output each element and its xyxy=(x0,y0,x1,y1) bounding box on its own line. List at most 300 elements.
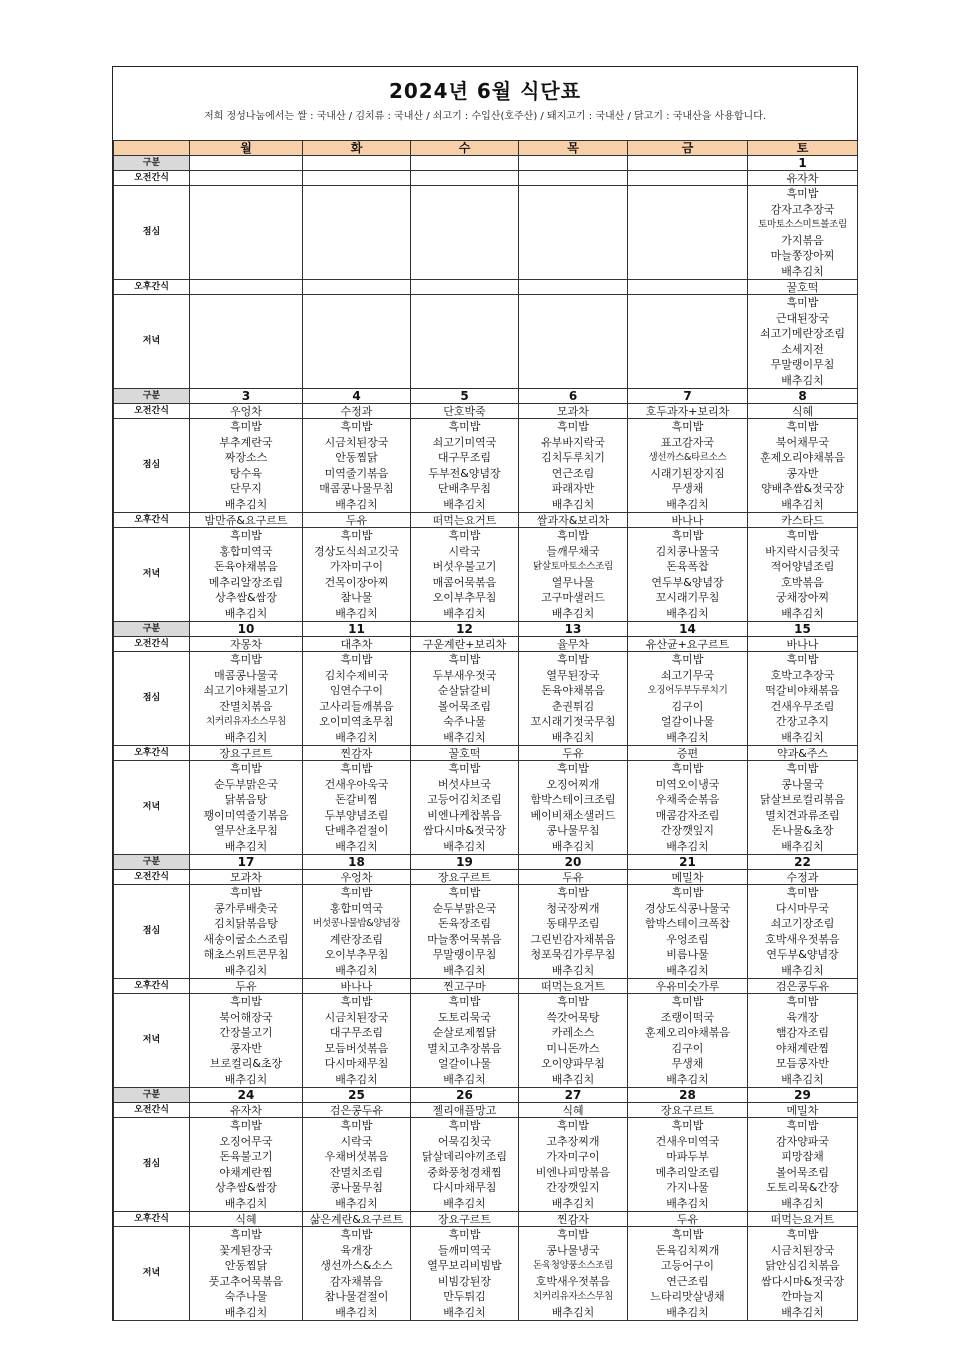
snack-cell: 대추차 xyxy=(303,637,411,652)
meal-cell xyxy=(628,1118,748,1212)
dish-item: 볼어묵조림 xyxy=(437,699,492,713)
date-cell: 20 xyxy=(519,855,628,870)
meal-cell xyxy=(411,295,519,389)
dish-item: 양배추쌈&젓국장 xyxy=(761,482,844,495)
snack-cell: 모과차 xyxy=(519,404,628,419)
dish-item: 매콤콩나물무침 xyxy=(319,482,394,495)
dish-item: 간장고추지 xyxy=(775,715,830,728)
dish-item: 돈육장조림 xyxy=(437,917,492,930)
date-row xyxy=(114,622,858,637)
meal-cell xyxy=(748,528,858,622)
dish-item: 배추김치 xyxy=(443,497,486,511)
dish-item: 육개장 xyxy=(340,1243,373,1257)
dish-item: 흑미밥 xyxy=(671,1228,704,1241)
date-cell: 10 xyxy=(190,622,303,637)
meal-cell xyxy=(190,994,303,1088)
dish-item: 훈제오리야채볶음 xyxy=(644,1026,730,1039)
dish-item: 배추김치 xyxy=(443,1072,486,1086)
meal-cell xyxy=(411,419,519,513)
dish-item: 햄감자조림 xyxy=(775,1026,830,1039)
dish-item: 춘권튀김 xyxy=(551,699,595,713)
afternoon-snack-row xyxy=(114,513,858,528)
snack-cell: 식혜 xyxy=(519,1103,628,1118)
dish-item: 매콤어묵볶음 xyxy=(432,575,497,589)
dish-item: 열무된장국 xyxy=(546,668,600,682)
dish-item: 흑미밥 xyxy=(340,653,373,666)
dish-item: 풋고추어묵볶음 xyxy=(208,1274,284,1288)
snack-cell xyxy=(519,280,628,295)
dish-item: 메추리알장조림 xyxy=(208,575,284,589)
date-cell: 8 xyxy=(748,389,858,404)
dish-item: 조랭이떡국 xyxy=(660,1010,715,1024)
dish-item: 꽃게된장국 xyxy=(219,1243,273,1257)
dish-item: 깐마늘지 xyxy=(781,1290,824,1303)
snack-cell: 유산균+요구르트 xyxy=(628,637,748,652)
dish-item: 건목이장아찌 xyxy=(324,575,389,589)
meal-cell xyxy=(628,994,748,1088)
meal-cell xyxy=(628,885,748,979)
afternoon-snack-row-label: 오후간식 xyxy=(114,979,190,994)
morning-snack-row-label: 오전간식 xyxy=(114,1103,190,1118)
dish-item: 배추김치 xyxy=(335,497,378,511)
dish-item: 두부양념조림 xyxy=(324,808,389,822)
dish-item: 콩나물무침 xyxy=(329,1181,384,1194)
dish-item: 근대된장국 xyxy=(775,311,830,325)
dish-item: 감자양파국 xyxy=(775,1134,830,1148)
dinner-row-label: 저녁 xyxy=(114,994,190,1088)
meal-cell xyxy=(303,761,411,855)
dish-item: 호박볶음 xyxy=(781,575,824,589)
dish-item: 청포묵김가루무침 xyxy=(530,948,616,961)
snack-cell: 쌀과자&보리차 xyxy=(519,513,628,528)
dish-item: 숙주나물 xyxy=(224,1290,268,1303)
dish-item: 쇠고기야채불고기 xyxy=(203,684,289,697)
snack-cell: 율무차 xyxy=(519,637,628,652)
dish-item: 배추김치 xyxy=(551,839,595,853)
dish-item: 흑미밥 xyxy=(671,762,704,775)
dish-item: 시락국 xyxy=(448,544,481,558)
dish-item: 쇠고기메란장조림 xyxy=(759,327,845,340)
dinner-row xyxy=(114,295,858,389)
snack-cell: 찐고구마 xyxy=(411,979,519,994)
lunch-row xyxy=(114,1118,858,1212)
meal-cell xyxy=(748,186,858,280)
date-cell: 22 xyxy=(748,855,858,870)
dish-item: 단무지 xyxy=(230,482,262,495)
snack-cell xyxy=(519,171,628,186)
dish-item: 오징어찌개 xyxy=(546,777,600,791)
dish-item: 흑미밥 xyxy=(448,762,481,775)
dinner-row xyxy=(114,1227,858,1321)
dish-item: 배추김치 xyxy=(781,1305,824,1319)
morning-snack-row-label: 오전간식 xyxy=(114,870,190,885)
dish-item: 궁채장아찌 xyxy=(775,591,830,604)
meal-cell xyxy=(303,419,411,513)
dish-item: 흑미밥 xyxy=(786,296,819,309)
dish-item: 배추김치 xyxy=(443,606,486,620)
afternoon-snack-row xyxy=(114,1212,858,1227)
meal-cell xyxy=(748,1118,858,1212)
meal-cell xyxy=(411,885,519,979)
dish-item: 비빔강된장 xyxy=(437,1274,492,1288)
dish-item: 들깨무채국 xyxy=(546,544,600,558)
dish-item: 오징어무국 xyxy=(219,1134,273,1148)
dish-item: 배추김치 xyxy=(224,1305,268,1319)
dish-item: 고등어구이 xyxy=(660,1259,715,1272)
dish-item: 배추김치 xyxy=(781,839,824,853)
snack-cell: 메밀차 xyxy=(748,1103,858,1118)
meal-cell xyxy=(303,528,411,622)
dish-item: 흑미밥 xyxy=(340,762,373,775)
dish-item: 열무나물 xyxy=(551,575,595,589)
dish-item: 어묵김칫국 xyxy=(437,1134,492,1148)
date-cell: 3 xyxy=(190,389,303,404)
lunch-row xyxy=(114,652,858,746)
dish-item: 마늘쫑어묵볶음 xyxy=(427,932,502,946)
dish-item: 배추김치 xyxy=(443,1196,486,1210)
meal-cell xyxy=(748,419,858,513)
meal-cell xyxy=(748,1227,858,1321)
dish-item: 시금치된장국 xyxy=(324,1010,389,1024)
dish-item: 김치콩나물국 xyxy=(655,544,720,558)
dish-item: 소세지전 xyxy=(781,342,824,356)
dish-item: 적어양념조림 xyxy=(770,560,835,573)
dish-item: 배추김치 xyxy=(335,1305,378,1319)
meal-cell xyxy=(519,1118,628,1212)
dish-item: 참나물 xyxy=(340,591,373,604)
weekday-header: 토 xyxy=(748,141,858,156)
dish-item: 배추김치 xyxy=(224,730,268,744)
dish-item: 피망잡채 xyxy=(781,1150,824,1163)
dish-item: 다시마무국 xyxy=(775,901,830,915)
afternoon-snack-row-label: 오후간식 xyxy=(114,280,190,295)
date-cell: 21 xyxy=(628,855,748,870)
gubun-label: 구분 xyxy=(114,156,190,171)
dish-item: 배추김치 xyxy=(551,1196,595,1210)
meal-cell xyxy=(411,186,519,280)
dish-item: 연근조림 xyxy=(551,466,595,480)
meal-cell xyxy=(303,994,411,1088)
date-cell: 26 xyxy=(411,1088,519,1103)
dinner-row xyxy=(114,994,858,1088)
date-row xyxy=(114,389,858,404)
ingredient-origin-notice: 저희 정성나눔에서는 쌀 : 국내산 / 김치류 : 국내산 / 쇠고기 : 수입산(호주산) / 돼지고기 : 국내산 / 닭고기 : 국내산을 사용합니다. xyxy=(203,111,767,122)
weekday-header: 금 xyxy=(628,141,748,156)
date-cell: 6 xyxy=(519,389,628,404)
dish-item: 바지락시금칫국 xyxy=(765,544,840,558)
date-cell: 28 xyxy=(628,1088,748,1103)
meal-cell xyxy=(519,1227,628,1321)
dish-item: 오이미역초무침 xyxy=(319,715,394,728)
dish-item: 고등어김치조림 xyxy=(427,793,502,806)
dish-item: 표고감자국 xyxy=(660,435,715,449)
snack-cell: 바나나 xyxy=(628,513,748,528)
dish-item: 오이양파무침 xyxy=(541,1057,605,1070)
morning-snack-row-label: 오전간식 xyxy=(114,404,190,419)
dish-item: 돈갈비찜 xyxy=(335,793,378,806)
meal-cell xyxy=(519,419,628,513)
dish-item: 흑미밥 xyxy=(230,529,262,542)
dish-item: 유부바지락국 xyxy=(541,435,605,449)
date-cell: 24 xyxy=(190,1088,303,1103)
meal-cell xyxy=(303,295,411,389)
dish-item: 흑미밥 xyxy=(786,1119,819,1132)
dish-item: 흑미밥 xyxy=(448,1119,481,1132)
date-cell: 4 xyxy=(303,389,411,404)
dish-item: 멸치고추장볶음 xyxy=(427,1041,502,1055)
dish-item: 흑미밥 xyxy=(448,420,481,433)
dish-item: 안동찜닭 xyxy=(335,451,378,464)
afternoon-snack-row xyxy=(114,979,858,994)
meal-cell xyxy=(628,186,748,280)
dish-item: 흑미밥 xyxy=(340,1228,373,1241)
dish-item: 감자고추장국 xyxy=(770,202,835,216)
snack-cell: 메밀차 xyxy=(628,870,748,885)
dish-item: 건새우아욱국 xyxy=(324,777,389,791)
dish-item: 배추김치 xyxy=(781,1072,824,1086)
meal-cell xyxy=(519,295,628,389)
dish-item: 닭살브로컬리볶음 xyxy=(759,793,845,806)
snack-cell: 꿀호떡 xyxy=(748,280,858,295)
dish-item: 감자채볶음 xyxy=(329,1274,384,1288)
dish-item: 우엉조림 xyxy=(666,932,709,946)
meal-cell xyxy=(190,528,303,622)
dish-item: 배추김치 xyxy=(443,963,486,977)
lunch-row-label: 점심 xyxy=(114,1118,190,1212)
dish-item: 흑미밥 xyxy=(671,886,704,899)
dish-item: 토마토소스미트볼조림 xyxy=(758,219,847,230)
dish-item: 야채계란찜 xyxy=(219,1165,273,1179)
dish-item: 흑미밥 xyxy=(557,1228,589,1241)
dish-item: 흑미밥 xyxy=(786,995,819,1008)
dish-item: 배추김치 xyxy=(335,963,378,977)
dish-item: 배추김치 xyxy=(666,1196,709,1210)
dish-item: 돈육김치찌개 xyxy=(655,1243,720,1257)
snack-cell xyxy=(411,280,519,295)
dish-item: 흑미밥 xyxy=(671,1119,704,1132)
dish-item: 닭볶음탕 xyxy=(224,793,268,806)
dish-item: 배추김치 xyxy=(224,497,268,511)
dish-item: 매콤감자조림 xyxy=(655,808,720,822)
date-row xyxy=(114,156,858,171)
lunch-row-label: 점심 xyxy=(114,419,190,513)
dish-item: 흑미밥 xyxy=(340,1119,373,1132)
snack-cell: 장요구르트 xyxy=(411,1212,519,1227)
dish-item: 고구마샐러드 xyxy=(541,591,605,604)
dish-item: 두부새우젓국 xyxy=(432,668,497,682)
snack-cell: 수정과 xyxy=(748,870,858,885)
dish-item: 가지볶음 xyxy=(781,233,824,247)
dish-item: 모듬버섯볶음 xyxy=(324,1041,389,1055)
gubun-label: 구분 xyxy=(114,389,190,404)
dish-item: 꼬시래기무침 xyxy=(655,591,720,604)
dish-item: 메추리알조림 xyxy=(655,1165,720,1179)
dish-item: 홍합미역국 xyxy=(329,901,384,915)
afternoon-snack-row-label: 오후간식 xyxy=(114,1212,190,1227)
dish-item: 도토리묵국 xyxy=(437,1010,492,1024)
dish-item: 얼갈이나물 xyxy=(660,715,715,728)
dish-item: 시래기된장지짐 xyxy=(650,466,725,480)
meal-cell xyxy=(411,761,519,855)
dish-item: 열무산초무침 xyxy=(214,824,278,837)
snack-cell: 떠먹는요거트 xyxy=(411,513,519,528)
dish-item: 흑미밥 xyxy=(340,420,373,433)
meal-cell xyxy=(628,295,748,389)
dish-item: 배추김치 xyxy=(551,963,595,977)
date-cell: 13 xyxy=(519,622,628,637)
dish-item: 간장불고기 xyxy=(219,1026,273,1039)
gubun-label: 구분 xyxy=(114,622,190,637)
dish-item: 배추김치 xyxy=(666,497,709,511)
meal-cell xyxy=(190,419,303,513)
meal-cell xyxy=(303,652,411,746)
meal-cell xyxy=(190,761,303,855)
dish-item: 숙주나물 xyxy=(443,715,486,728)
snack-cell: 자몽차 xyxy=(190,637,303,652)
dish-item: 배추김치 xyxy=(666,963,709,977)
dish-item: 오징어두부두루치기 xyxy=(647,685,728,696)
date-row xyxy=(114,1088,858,1103)
dish-item: 비름나물 xyxy=(666,948,709,961)
dish-item: 배추김치 xyxy=(551,497,595,511)
dish-item: 돈육폭찹 xyxy=(666,560,709,573)
dish-item: 배추김치 xyxy=(781,606,824,620)
date-cell: 27 xyxy=(519,1088,628,1103)
dish-item: 순두부맑은국 xyxy=(214,777,278,791)
dish-item: 마파두부 xyxy=(666,1150,709,1163)
dish-item: 북어채무국 xyxy=(775,435,830,449)
date-row xyxy=(114,855,858,870)
dish-item: 흑미밥 xyxy=(340,886,373,899)
dish-item: 계란장조림 xyxy=(329,932,384,946)
meal-plan-table xyxy=(113,140,858,1321)
snack-cell: 떠먹는요거트 xyxy=(748,1212,858,1227)
dish-item: 흑미밥 xyxy=(557,995,589,1008)
lunch-row xyxy=(114,419,858,513)
dish-item: 생선까스&소스 xyxy=(320,1259,393,1272)
afternoon-snack-row-label: 오후간식 xyxy=(114,746,190,761)
dish-item: 흑미밥 xyxy=(786,529,819,542)
dish-item: 흑미밥 xyxy=(448,995,481,1008)
morning-snack-row-label: 오전간식 xyxy=(114,637,190,652)
dish-item: 상추쌈&쌈장 xyxy=(215,591,277,604)
dish-item: 임연수구이 xyxy=(329,684,384,697)
dish-item: 흑미밥 xyxy=(448,653,481,666)
dish-item: 안동찜닭 xyxy=(224,1259,268,1272)
dish-item: 돈육야채볶음 xyxy=(541,684,605,697)
dish-item: 순살로제찜닭 xyxy=(432,1026,497,1039)
snack-cell: 검은콩두유 xyxy=(303,1103,411,1118)
dish-item: 버섯우불고기 xyxy=(432,560,497,573)
dish-item: 흑미밥 xyxy=(448,529,481,542)
snack-cell: 두유 xyxy=(519,870,628,885)
date-cell xyxy=(519,156,628,171)
dish-item: 닭살데리야끼조림 xyxy=(421,1150,507,1163)
date-cell: 18 xyxy=(303,855,411,870)
meal-cell xyxy=(303,1118,411,1212)
dish-item: 쌈다시마&젓국장 xyxy=(761,1274,844,1288)
snack-cell: 우유미숫가루 xyxy=(628,979,748,994)
snack-cell: 구운계란+보리차 xyxy=(411,637,519,652)
dish-item: 무말랭이무침 xyxy=(432,948,497,961)
dish-item: 다시마채무침 xyxy=(324,1057,389,1070)
meal-cell xyxy=(628,528,748,622)
gubun-label: 구분 xyxy=(114,855,190,870)
snack-cell: 두유 xyxy=(628,1212,748,1227)
dish-item: 흑미밥 xyxy=(340,529,373,542)
dish-item: 순살닭갈비 xyxy=(437,684,492,697)
afternoon-snack-row xyxy=(114,280,858,295)
dish-item: 간장깻잎지 xyxy=(546,1181,600,1194)
dish-item: 흑미밥 xyxy=(671,653,704,666)
dish-item: 배추김치 xyxy=(551,1072,595,1086)
dish-item: 경상도식콩나물국 xyxy=(644,901,730,915)
meal-cell xyxy=(411,528,519,622)
meal-cell xyxy=(519,528,628,622)
dish-item: 흑미밥 xyxy=(557,886,589,899)
snack-cell: 삶은계란&요구르트 xyxy=(303,1212,411,1227)
snack-cell: 유자차 xyxy=(748,171,858,186)
dish-item: 흑미밥 xyxy=(340,995,373,1008)
snack-cell: 두유 xyxy=(190,979,303,994)
dish-item: 모듬콩자반 xyxy=(775,1057,830,1070)
dish-item: 도토리묵&간장 xyxy=(766,1181,839,1194)
dish-item: 배추김치 xyxy=(666,1305,709,1319)
dish-item: 흑미밥 xyxy=(671,529,704,542)
snack-cell: 약과&주스 xyxy=(748,746,858,761)
afternoon-snack-row xyxy=(114,746,858,761)
dish-item: 잔멸치볶음 xyxy=(219,699,273,713)
dish-item: 흑미밥 xyxy=(230,995,262,1008)
dish-item: 무말랭이무침 xyxy=(770,358,835,371)
dish-item: 생선까스&타르소스 xyxy=(648,452,727,463)
morning-snack-row xyxy=(114,1103,858,1118)
morning-snack-row xyxy=(114,637,858,652)
meal-cell xyxy=(190,186,303,280)
dish-item: 배추김치 xyxy=(335,839,378,853)
snack-cell: 장요구르트 xyxy=(411,870,519,885)
dish-item: 배추김치 xyxy=(224,1072,268,1086)
weekday-header: 월 xyxy=(190,141,303,156)
dish-item: 멸치견과류조림 xyxy=(765,808,840,822)
dish-item: 홍합미역국 xyxy=(219,544,273,558)
snack-cell: 유자차 xyxy=(190,1103,303,1118)
dish-item: 함박스테이크폭찹 xyxy=(644,917,730,930)
dish-item: 배추김치 xyxy=(224,606,268,620)
dish-item: 브로컬리&초장 xyxy=(209,1057,283,1070)
date-cell: 7 xyxy=(628,389,748,404)
meal-cell xyxy=(519,761,628,855)
dish-item: 흑미밥 xyxy=(671,995,704,1008)
dish-item: 가자미구이 xyxy=(329,560,384,573)
dish-item: 쇠고기무국 xyxy=(660,668,715,682)
dish-item: 배추김치 xyxy=(443,1305,486,1319)
dish-item: 쓱갓어묵탕 xyxy=(546,1010,600,1024)
dish-item: 흑미밥 xyxy=(230,653,262,666)
lunch-row-label: 점심 xyxy=(114,652,190,746)
date-cell: 1 xyxy=(748,156,858,171)
dish-item: 쇠고기장조림 xyxy=(770,917,835,930)
snack-cell: 찐감자 xyxy=(303,746,411,761)
dish-item: 배추김치 xyxy=(781,1196,824,1210)
snack-cell: 찐감자 xyxy=(519,1212,628,1227)
meal-cell xyxy=(190,885,303,979)
afternoon-snack-row-label: 오후간식 xyxy=(114,513,190,528)
dish-item: 흑미밥 xyxy=(786,1228,819,1241)
snack-cell: 밤만쥬&요구르트 xyxy=(190,513,303,528)
weekday-header: 화 xyxy=(303,141,411,156)
dish-item: 얼갈이나물 xyxy=(437,1057,492,1070)
